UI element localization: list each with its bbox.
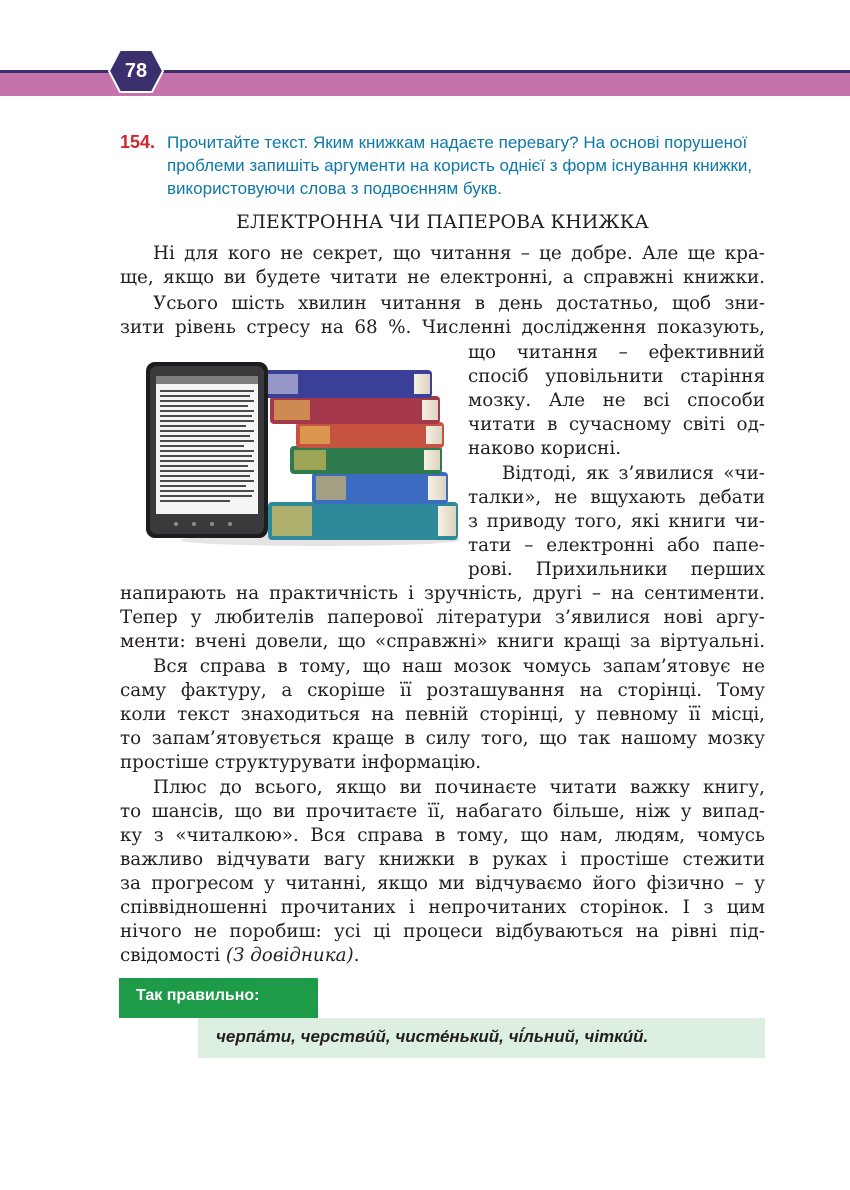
text-line: зити рівень стресу на 68 %. Численні дослідження показують, [120,317,765,338]
rule-heading-box [119,978,318,1018]
text-line: мозку. Але не всі способи [468,390,765,411]
text-line: коли текст знаходиться на певній сторінці, у певному її місці, [120,704,765,725]
text-line: менти: вчені довели, що «справжні» книги кращі за віртуальні. [120,631,765,652]
text-line: саму фактуру, а скоріше її розташування на сторінці. Тому [120,680,765,701]
source-note: (З довідника) [225,945,354,966]
text-line: то шансів, що ви прочитаєте її, набагато більше, ніж у випад- [120,801,765,822]
text-line: Тепер у любителів паперової літератури з’явилися нові аргу- [120,607,765,628]
text-line: тати – електронні або папе- [468,535,765,556]
text-line: за прогресом у читанні, якщо ми відчуваємо його фізично – у [120,873,765,894]
text-line: наково корисні. [468,438,622,459]
task-block [120,131,770,200]
text-line: Усього шість хвилин читання в день достатньо, щоб зни- [153,293,765,314]
text-line: Відтоді, як з’явилися «чи- [502,463,765,484]
text-line: простіше структурувати інформацію. [120,752,482,773]
text-line: рові. Прихильники перших [468,559,765,580]
tablet-and-books-icon [120,354,460,546]
article-title: ЕЛЕКТРОННА ЧИ ПАПЕРОВА КНИЖКА [236,211,649,233]
task-line: використовуючи слова з подвоєнням букв. [167,179,502,198]
rule-words: черпа́ти, черстви́й, чисте́нький, чі́льний, чітки́й. [216,1027,649,1046]
text-line: Плюс до всього, якщо ви починаєте читати важку книгу, [153,777,765,798]
text-line: читати в сучасному світі од- [468,414,765,435]
text-line: співвідношенні прочитаних і непрочитаних сторінок. І з цим [120,897,765,918]
text-line: то запам’ятовується краще в силу того, що так нашому мозку [120,728,765,749]
task-instructions [167,131,770,200]
text-line: спосіб уповільнити старіння [468,366,765,387]
page-number-badge [108,48,164,94]
end-punct: . [353,945,360,966]
task-line: проблеми запишіть аргументи на користь однієї з форм існування книжки, [167,156,753,175]
text-line: ще, якщо ви будете читати не електронні, а справжні книжки. [120,267,765,288]
text-line: що читання – ефективний [468,342,765,363]
rule-heading: Так правильно: [136,987,260,1004]
text-line: Вся справа в тому, що наш мозок чомусь запам’ятовує не [153,656,765,677]
text-line-last [120,944,359,968]
text-line: Ні для кого не секрет, що читання – це добре. Але ще кра- [153,243,765,264]
text-line: талки», не вщухають дебати [468,487,765,508]
text-line: нічого не поробиш: усі ці процеси відбуваються на рівні під- [120,921,765,942]
text-line: важливо відчувати вагу книжки в руках і простіше стежити [120,849,765,870]
tablet-and-books-illustration [120,354,460,546]
text-line: свідомості [120,945,221,966]
text-line: з приводу того, які книги чи- [468,511,765,532]
task-number: 154. [120,132,156,152]
text-line: ку з «читалкою». Вся справа в тому, що нам, людям, чомусь [120,825,765,846]
task-line: Прочитайте текст. Яким книжкам надаєте перевагу? На основі порушеної [167,133,748,152]
rule-body-box [198,1018,765,1058]
page-number: 78 [124,60,148,82]
text-line: напирають на практичність і зручність, другі – на сентименти. [120,583,765,604]
